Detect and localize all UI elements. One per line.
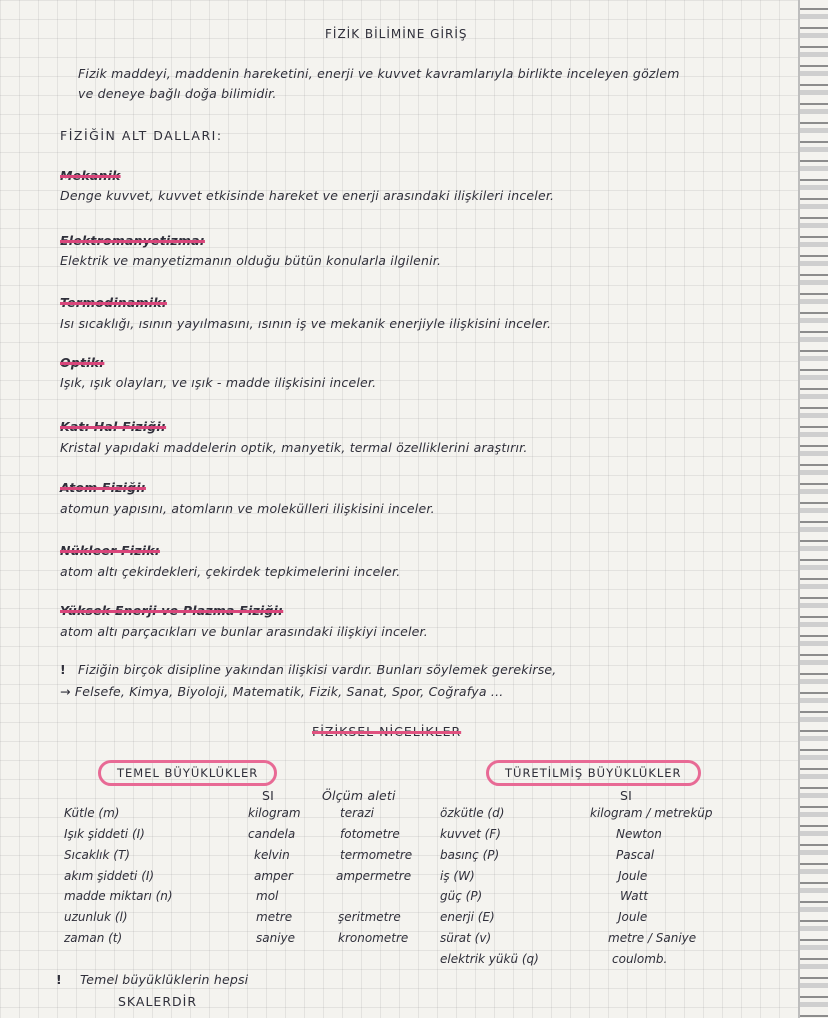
list-item: şeritmetre [338, 910, 401, 924]
list-item: Kütle (m) [64, 806, 120, 820]
list-item: amper [254, 869, 293, 883]
list-item: zaman (t) [64, 931, 123, 945]
derived-heading: TÜRETİLMİŞ BÜYÜKLÜKLER [486, 760, 701, 786]
subfield-desc: atom altı parçacıkları ve bunlar arasındaki ilişkiyi inceler. [60, 624, 428, 639]
list-item: Watt [620, 889, 648, 903]
list-item: kuvvet (F) [440, 827, 501, 841]
basic-si-label: SI [262, 788, 275, 803]
list-item: güç (P) [440, 889, 483, 903]
subfield-name: Yüksek Enerji ve Plazma Fiziği: [60, 603, 284, 618]
list-item: elektrik yükü (q) [440, 952, 539, 966]
footer-line-1: Temel büyüklüklerin hepsi [80, 972, 249, 987]
list-item: Sıcaklık (T) [64, 848, 130, 862]
quantities-heading: FİZİKSEL NİCELİKLER [312, 724, 462, 739]
subfield-desc: atomun yapısını, atomların ve molekülleri ilişkisini inceler. [60, 501, 435, 516]
list-item: akım şiddeti (I) [64, 869, 155, 883]
list-item: fotometre [340, 827, 400, 841]
list-item: Pascal [616, 848, 655, 862]
list-item: kilogram [248, 806, 301, 820]
derived-si-label: SI [620, 788, 633, 803]
list-item: kronometre [338, 931, 409, 945]
page-title: FİZİK BİLİMİNE GİRİŞ [325, 27, 468, 41]
subfield-name: Nükleer Fizik: [60, 543, 160, 558]
intro-line-2: ve deneye bağlı doğa bilimidir. [78, 86, 277, 101]
note-line-1: Fiziğin birçok disipline yakından ilişkisi vardır. Bunları söylemek gerekirse, [78, 662, 557, 677]
subfield-name: Mekanik [60, 168, 121, 183]
list-item: enerji (E) [440, 910, 495, 924]
list-item: ampermetre [336, 869, 412, 883]
basic-heading: TEMEL BÜYÜKLÜKLER [98, 760, 277, 786]
subfields-heading: FİZİĞİN ALT DALLARI: [60, 128, 223, 143]
list-item: Joule [618, 869, 648, 883]
subfield-desc: atom altı çekirdekleri, çekirdek tepkimelerini inceler. [60, 564, 401, 579]
subfield-name: Katı Hal Fiziği: [60, 419, 167, 434]
subfield-name: Optik: [60, 355, 105, 370]
instrument-label: Ölçüm aleti [322, 788, 396, 803]
subfield-name: Atom Fiziği: [60, 480, 146, 495]
subfield-name: Elektromanyetizma: [60, 233, 205, 248]
intro-line-1: Fizik maddeyi, maddenin hareketini, enerji ve kuvvet kavramlarıyla birlikte inceleyen gözlem [78, 66, 680, 81]
list-item: uzunluk (l) [64, 910, 128, 924]
footer-line-2: SKALERDİR [118, 994, 198, 1009]
list-item: terazi [340, 806, 375, 820]
list-item: metre [256, 910, 293, 924]
list-item: Işık şiddeti (I) [64, 827, 145, 841]
subfield-name: Termodinamik: [60, 295, 167, 310]
list-item: iş (W) [440, 869, 475, 883]
list-item: saniye [256, 931, 296, 945]
list-item: sürat (v) [440, 931, 492, 945]
subfield-desc: Elektrik ve manyetizmanın olduğu bütün konularla ilgilenir. [60, 253, 442, 268]
list-item: mol [256, 889, 279, 903]
list-item: Newton [616, 827, 662, 841]
exclamation-icon: ! [56, 972, 62, 987]
list-item: coulomb. [612, 952, 668, 966]
subfield-desc: Işık, ışık olayları, ve ışık - madde ilişkisini inceler. [60, 375, 377, 390]
list-item: madde miktarı (n) [64, 889, 173, 903]
list-item: candela [248, 827, 296, 841]
list-item: Joule [618, 910, 648, 924]
list-item: özkütle (d) [440, 806, 505, 820]
notebook-spiral-binding [798, 0, 828, 1018]
note-line-2: → Felsefe, Kimya, Biyoloji, Matematik, Fizik, Sanat, Spor, Coğrafya ... [60, 684, 504, 699]
list-item: metre / Saniye [608, 931, 697, 945]
subfield-desc: Denge kuvvet, kuvvet etkisinde hareket ve enerji arasındaki ilişkileri inceler. [60, 188, 555, 203]
subfield-desc: Kristal yapıdaki maddelerin optik, manyetik, termal özelliklerini araştırır. [60, 440, 528, 455]
list-item: kilogram / metreküp [590, 806, 713, 820]
exclamation-icon: ! [60, 662, 66, 677]
subfield-desc: Isı sıcaklığı, ısının yayılmasını, ısının iş ve mekanik enerjiyle ilişkisini inceler. [60, 316, 552, 331]
list-item: kelvin [254, 848, 290, 862]
list-item: basınç (P) [440, 848, 500, 862]
list-item: termometre [340, 848, 413, 862]
